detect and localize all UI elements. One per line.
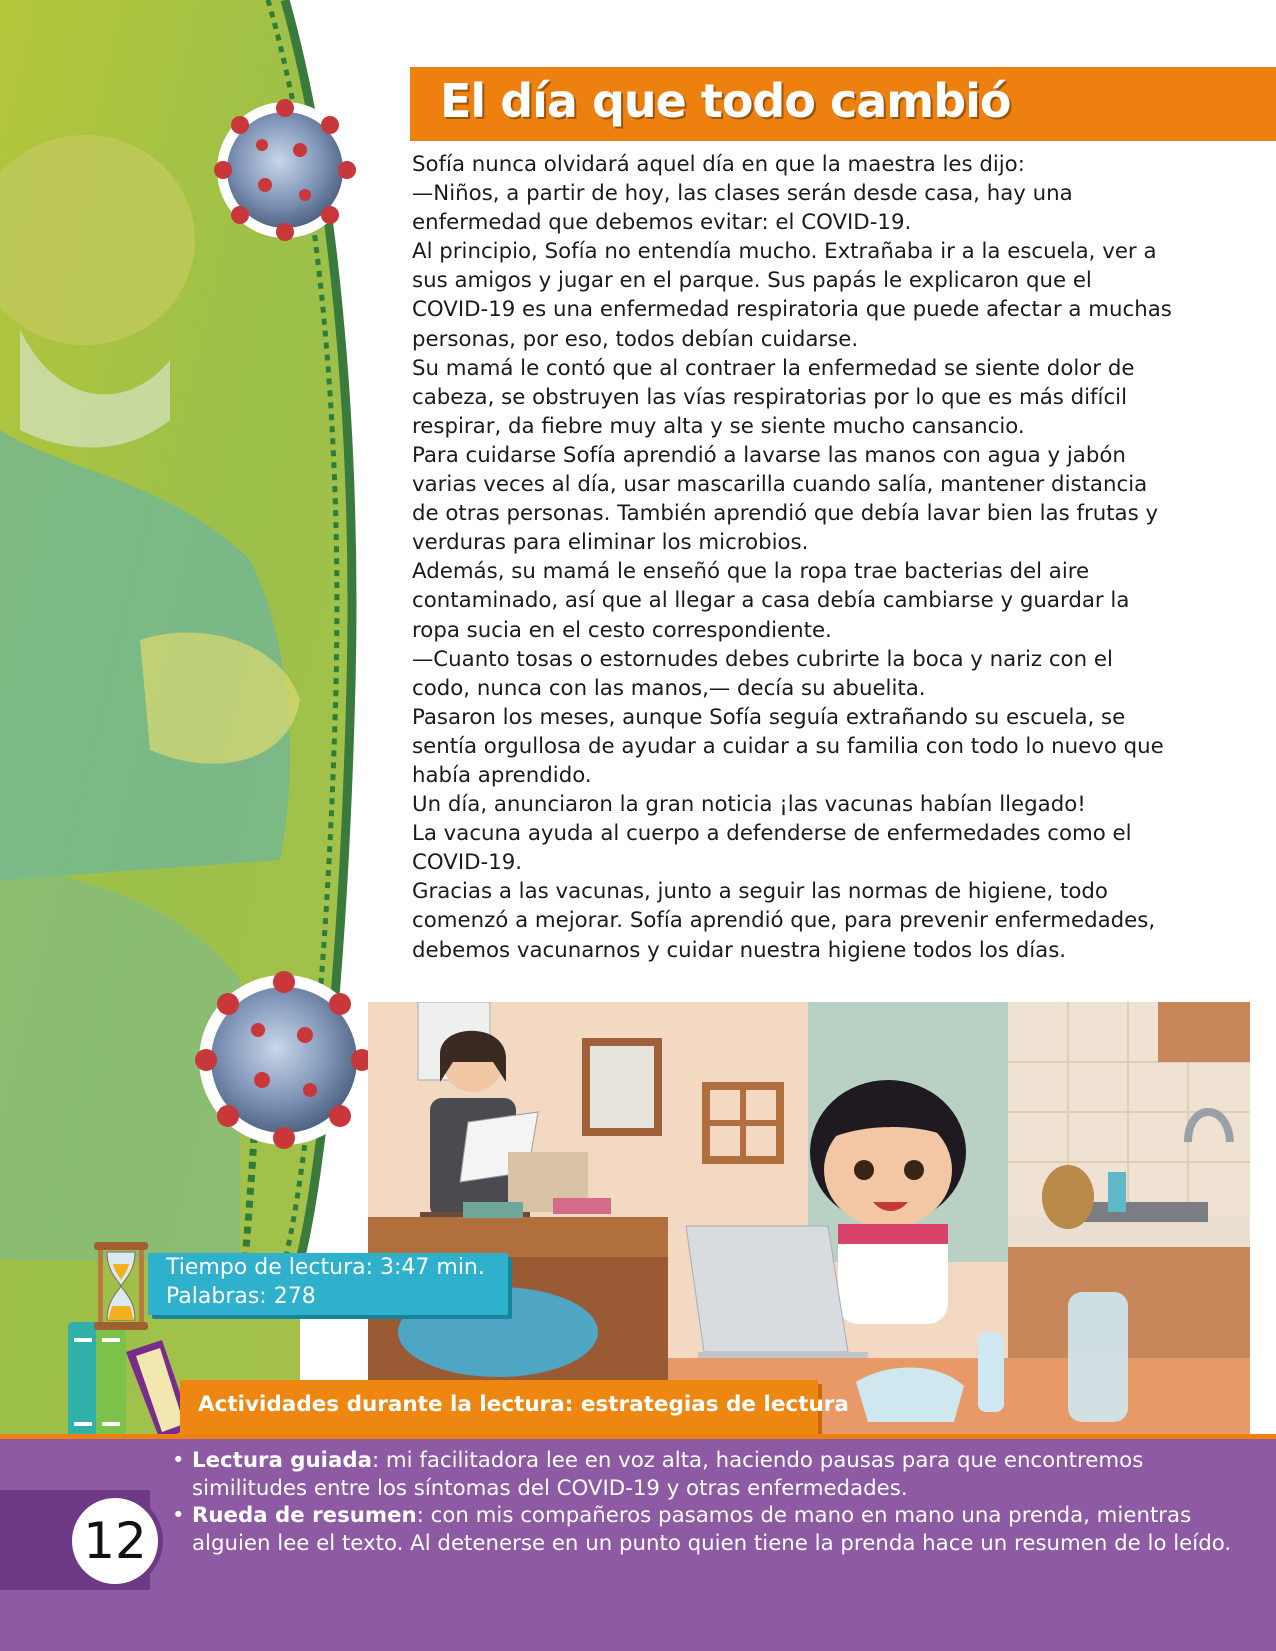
activities-banner — [180, 1380, 849, 1434]
story-paragraph: La vacuna ayuda al cuerpo a defenderse de enfermedades como el COVID-19. — [412, 821, 1132, 876]
left-panel-art — [0, 0, 400, 1440]
bullet: • — [172, 1503, 185, 1528]
activity-description: : mi facilitadora lee en voz alta, haciendo pausas para que encontremos similitudes entre los síntomas del COVID-19 y otras enfermedades. — [192, 1448, 1144, 1501]
reading-info-badge — [148, 1253, 508, 1315]
story-illustration — [368, 1002, 1250, 1436]
story-paragraph: —Cuanto tosas o estornudes debes cubrirte la boca y nariz con el codo, nunca con las manos,— decía su abuelita. — [412, 646, 1113, 701]
page-number-badge — [67, 1493, 163, 1589]
story-paragraph: Pasaron los meses, aunque Sofía seguía extrañando su escuela, se sentía orgullosa de ayudar a cuidar a su familia con todo lo nuevo que había aprendido. — [412, 704, 1164, 788]
page-title: El día que todo cambió — [440, 74, 1011, 128]
left-decorative-panel — [0, 0, 400, 1440]
story-paragraph: Un día, anunciaron la gran noticia ¡las vacunas habían llegado! — [412, 792, 1086, 818]
activities-banner-label: Actividades durante la lectura: estrategias de lectura — [198, 1392, 849, 1417]
story-paragraph: Gracias a las vacunas, junto a seguir las normas de higiene, todo comenzó a mejorar. Sofía aprendió que, para prevenir enfermedades, debemos vacunarnos y cuidar nuestra higiene todos los días. — [412, 879, 1156, 963]
activity-term: Lectura guiada — [192, 1448, 372, 1473]
title-banner — [410, 67, 1276, 141]
story-paragraph: Sofía nunca olvidará aquel día en que la maestra les dijo: — [412, 152, 1025, 177]
hourglass-icon — [92, 1240, 150, 1332]
books-icon — [66, 1320, 196, 1442]
story-paragraph: Además, su mamá le enseñó que la ropa trae bacterias del aire contaminado, así que al llegar a casa debía cambiarse y guardar la ropa sucia en el cesto correspondiente. — [412, 559, 1130, 643]
activity-term: Rueda de resumen — [192, 1503, 417, 1528]
bullet: • — [172, 1448, 185, 1473]
activity-description: : con mis compañeros pasamos de mano en mano una prenda, mientras alguien lee el texto. Al detenerse en un punto quien tiene la prenda hace un resumen de lo leído. — [192, 1503, 1232, 1556]
story-paragraph: Su mamá le contó que al contraer la enfermedad se siente dolor de cabeza, se obstruyen las vías respiratorias por lo que es más difícil respirar, da fiebre muy alta y se siente mucho cansancio. — [412, 355, 1135, 439]
list-item — [170, 1502, 1260, 1557]
reading-time: Tiempo de lectura: 3:47 min. — [166, 1255, 485, 1280]
activities-list — [170, 1447, 1260, 1557]
illustration-art — [368, 1002, 1250, 1436]
story-text — [412, 150, 1172, 965]
story-paragraph: Para cuidarse Sofía aprendió a lavarse las manos con agua y jabón varias veces al día, usar mascarilla cuando salía, mantener distancia de otras personas. También aprendió que debía lavar bien las frutas y verduras para eliminar los microbios. — [412, 442, 1159, 556]
story-paragraph: Al principio, Sofía no entendía mucho. Extrañaba ir a la escuela, ver a sus amigos y jugar en el parque. Sus papás le explicaron que el COVID-19 es una enfermedad respiratoria que puede afectar a muchas personas, por eso, todos debían cuidarse. — [412, 239, 1172, 352]
page-number: 12 — [83, 1512, 147, 1570]
list-item — [170, 1447, 1260, 1502]
word-count: Palabras: 278 — [166, 1284, 316, 1309]
story-paragraph: —Niños, a partir de hoy, las clases serán desde casa, hay una enfermedad que debemos evitar: el COVID-19. — [412, 181, 1073, 236]
